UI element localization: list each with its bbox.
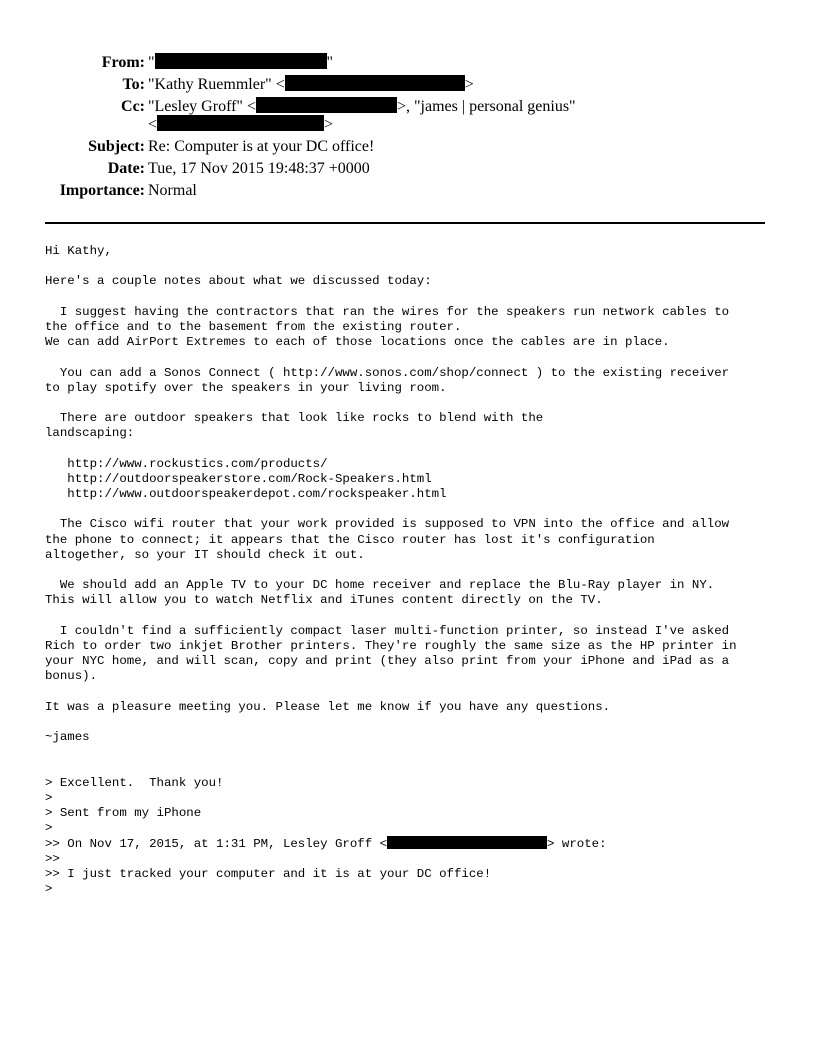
date-label: Date: bbox=[107, 160, 145, 177]
quoted-line: > bbox=[45, 821, 53, 836]
to-bracket-close: > bbox=[464, 76, 474, 93]
blank-line bbox=[45, 259, 785, 274]
paragraph-line: The Cisco wifi router that your work provided is supposed to VPN into the office and allow bbox=[45, 517, 730, 532]
link-line: http://www.rockustics.com/products/ bbox=[45, 456, 328, 471]
from-label: From: bbox=[101, 54, 145, 71]
quoted-attribution-line bbox=[45, 836, 785, 851]
paragraph-line: I couldn't find a sufficiently compact laser multi-function printer, so instead I've asked bbox=[45, 623, 730, 638]
redacted-to-email bbox=[285, 75, 465, 91]
redacted-sender bbox=[155, 53, 327, 69]
blank-line bbox=[45, 684, 785, 699]
cc-row bbox=[0, 96, 816, 118]
subject-value: Re: Computer is at your DC office! bbox=[148, 138, 375, 155]
signature: ~james bbox=[45, 730, 90, 744]
redacted-cc-email bbox=[256, 97, 397, 113]
email-header bbox=[0, 52, 816, 202]
paragraph-line: We should add an Apple TV to your DC home receiver and replace the Blu-Ray player in NY. bbox=[45, 578, 715, 593]
date-row bbox=[0, 158, 816, 180]
paragraph-line: to play spotify over the speakers in your living room. bbox=[45, 380, 447, 395]
cc2-bracket-open: < bbox=[148, 116, 158, 133]
blank-line bbox=[45, 350, 785, 365]
paragraph-line: bonus). bbox=[45, 669, 98, 684]
quoted-line: > bbox=[45, 790, 53, 805]
blank-line bbox=[45, 745, 785, 760]
paragraph-line: There are outdoor speakers that look like rocks to blend with the bbox=[45, 411, 544, 426]
cc2-bracket-close: > bbox=[324, 116, 334, 133]
paragraph-line: Rich to order two inkjet Brother printers. They're roughly the same size as the HP printer in bbox=[45, 638, 737, 653]
greeting: Hi Kathy, bbox=[45, 244, 112, 258]
blank-line bbox=[45, 563, 785, 578]
importance-label: Importance: bbox=[59, 182, 145, 199]
intro-line: Here's a couple notes about what we discussed today: bbox=[45, 274, 432, 289]
header-divider bbox=[45, 222, 765, 224]
link-line: http://outdoorspeakerstore.com/Rock-Speakers.html bbox=[45, 471, 432, 486]
paragraph-line: altogether, so your IT should check it out. bbox=[45, 547, 365, 562]
paragraph-line: This will allow you to watch Netflix and iTunes content directly on the TV. bbox=[45, 593, 603, 608]
cc-second-recipient: >, "james | personal genius" bbox=[396, 98, 576, 115]
quoted-line: >> bbox=[45, 851, 60, 866]
cc-row-continued bbox=[0, 118, 816, 136]
paragraph-line: the office and to the basement from the existing router. bbox=[45, 319, 462, 334]
subject-row bbox=[0, 136, 816, 158]
quoted-line: > Excellent. Thank you! bbox=[45, 775, 224, 790]
link-line: http://www.outdoorspeakerdepot.com/rockspeaker.html bbox=[45, 487, 447, 501]
blank-line bbox=[45, 441, 785, 456]
cc-name: "Lesley Groff" < bbox=[148, 98, 256, 115]
email-body bbox=[45, 244, 785, 897]
from-quote-open: " bbox=[148, 54, 155, 71]
redacted-quoted-email bbox=[387, 836, 547, 849]
from-quote-close: " bbox=[326, 54, 334, 71]
attribution-prefix: >> On Nov 17, 2015, at 1:31 PM, Lesley Groff < bbox=[45, 837, 388, 852]
blank-line bbox=[45, 502, 785, 517]
blank-line bbox=[45, 396, 785, 411]
cc-value-line2 bbox=[148, 114, 333, 136]
blank-line bbox=[45, 715, 785, 730]
paragraph-line: We can add AirPort Extremes to each of those locations once the cables are in place. bbox=[45, 335, 670, 350]
blank-line bbox=[45, 609, 785, 624]
blank-line bbox=[45, 290, 785, 305]
to-name: "Kathy Ruemmler" < bbox=[148, 76, 285, 93]
to-label: To: bbox=[122, 76, 145, 93]
to-row bbox=[0, 74, 816, 96]
to-value bbox=[148, 74, 474, 96]
blank-line bbox=[45, 760, 785, 775]
quoted-line: > Sent from my iPhone bbox=[45, 805, 202, 820]
paragraph-line: I suggest having the contractors that ran the wires for the speakers run network cables to bbox=[45, 304, 730, 319]
quoted-line: >> I just tracked your computer and it is at your DC office! bbox=[45, 866, 492, 881]
date-value: Tue, 17 Nov 2015 19:48:37 +0000 bbox=[148, 160, 370, 177]
paragraph-line: landscaping: bbox=[45, 426, 135, 441]
cc-label: Cc: bbox=[121, 98, 145, 115]
attribution-suffix: > wrote: bbox=[547, 837, 607, 852]
importance-row bbox=[0, 180, 816, 202]
quoted-line: > bbox=[45, 881, 53, 896]
importance-value: Normal bbox=[148, 182, 197, 199]
paragraph-line: You can add a Sonos Connect ( http://www.sonos.com/shop/connect ) to the existing receiver bbox=[45, 365, 730, 380]
from-value bbox=[148, 52, 333, 74]
paragraph-line: the phone to connect; it appears that the Cisco router has lost it's configuration bbox=[45, 532, 655, 547]
redacted-cc2-email bbox=[157, 115, 324, 131]
closing-line: It was a pleasure meeting you. Please let me know if you have any questions. bbox=[45, 699, 611, 714]
subject-label: Subject: bbox=[88, 138, 145, 155]
paragraph-line: your NYC home, and will scan, copy and print (they also print from your iPhone and iPad as a bbox=[45, 654, 730, 669]
from-row bbox=[0, 52, 816, 74]
